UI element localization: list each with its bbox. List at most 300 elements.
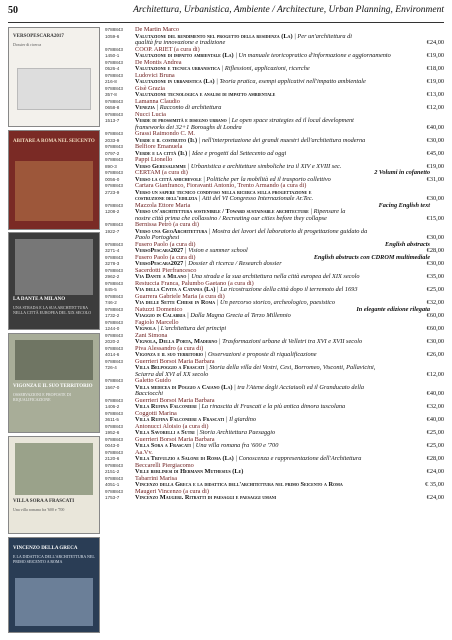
author: Guerrieri Borsoi Maria Barbara [135,357,215,365]
isbn-part: 9788843 [105,254,123,260]
book-subtitle: | Idee e progetti dal Settecento ad oggi [187,149,287,157]
book-subtitle: Paolo Portoghesi [135,234,180,241]
isbn-part: 9788843 [105,131,123,136]
edition-note: Facing English text [378,201,430,209]
book-title: Via della Civita a Catania (La) [135,286,216,293]
isbn-part: 9788843 [105,170,123,175]
book-title: Verde e la città (Il) [135,149,188,157]
catalog-entry [105,47,444,60]
isbn-part: 9788843 [105,111,123,117]
isbn-code [105,112,135,125]
isbn-code [105,86,135,99]
isbn-part: 1732-2 [105,313,120,318]
isbn-part: 1244-0 [105,326,120,331]
isbn-part: 3271-4 [105,248,120,253]
cover-subtitle: Dossier di ricerca [13,42,42,47]
isbn-code [105,157,135,170]
book-title: Villa Belpoggio a Frascati [135,364,205,371]
cover-title: LA DANTE A MILANO [13,297,66,302]
book-subtitle: | Conoscenza e rappresentazione dell'Architettura [233,455,362,462]
book-subtitle: | Trasformazioni urbane di Velletri tra XVI e XVII secolo [217,338,363,345]
isbn-part: 2962-2 [105,274,120,279]
isbn-code [105,73,135,86]
price: €60,00 [426,325,444,332]
running-title: Architettura, Urbanistica, Ambiente / Architecture, Urban Planning, Environment [133,5,444,15]
author: Aa.Vv. [135,448,153,456]
price: €25,00 [426,429,444,436]
author: CERTAM (a cura di) [135,169,188,176]
entry-body [135,222,444,242]
isbn-part: 9788843 [105,436,123,442]
entry-body [135,73,444,86]
edition-note: 2 Volumi in cofanetto [374,169,430,176]
author: Fagiolo Marcello [135,318,179,326]
author: Mazzola Ettore Maria [135,201,191,209]
catalog-entry [105,222,444,242]
isbn-part: 9788843 [105,462,123,468]
entry-body [135,437,444,450]
isbn-part: 9788843 [105,488,123,494]
author: Guarrera Gabriele Maria (a cura di) [135,292,225,300]
catalog-entry [105,99,444,112]
book-subtitle: | Dossier di ricerca / Research dossier [183,260,282,267]
author: Fusero Paolo (a cura di) [135,253,196,261]
entry-body [135,60,444,73]
book-title: Vigonza e il suo territorio [135,351,204,358]
book-title: Valutazione del rendimento nel progetto della residenza (La) [135,32,293,40]
cover-subtitle: OSSERVAZIONI E PROPOSTE DI RIQUALIFICAZIONE [13,392,71,402]
book-title: costruzione dell'edilizia [135,195,198,202]
book-title: Viaggio in Calabria [135,312,186,319]
book-cover[interactable] [8,232,100,330]
price: €30,00 [426,260,444,267]
author: Pappi Lionello [135,156,173,163]
isbn-part: 9788843 [105,378,123,383]
catalog-entry [105,437,444,450]
isbn-part: 3278-3 [105,261,120,266]
book-subtitle: | Racconto di architettura [154,104,222,111]
catalog-list [105,27,444,502]
catalog-entry [105,411,444,424]
cover-title: VILLA SORA A FRASCATI [13,499,75,504]
book-title: Vincenzo Maugeri. Ritratti di paesaggi e paesaggi umani [135,494,277,501]
edition-note: In elegante edizione rilegata [356,305,430,313]
page-header [8,5,444,19]
book-subtitle: | Dalla Magna Grecia al Terzo Millennio [185,312,291,319]
book-subtitle: | La rinascita di Frascati e la più antica dimora tuscolana [196,403,346,410]
edition-note: English abstracts [385,240,430,248]
isbn-part: 9788843 [105,59,123,65]
author: Maugeri Vincenzo (a cura di) [135,487,209,495]
author: Piva Alessandro (a cura di) [135,344,204,352]
book-subtitle: | Storia della villa dei Vestri, Cesi, Borromeo, Visconti, Pallavicini, [204,364,376,371]
entry-body [135,144,444,157]
entry-body [135,320,444,333]
book-title: Villa Sora a Frascati [135,442,191,449]
author: Belfiore Emanuela [135,143,183,150]
isbn-part: 0043-0 [105,443,120,448]
entry-body [135,398,444,411]
isbn-part: 9788843 [105,410,123,416]
entry-body [135,27,444,47]
isbn-part: 9788843 [105,157,123,162]
price: €40,00 [426,123,444,131]
entry-body [135,307,444,320]
isbn-part: 0797-2 [105,150,120,156]
book-cover[interactable] [8,436,100,534]
book-subtitle: | nell'interpretazione dei grandi maestri dell'architettura moderna [197,136,366,144]
book-subtitle: nostre città prima che collassino / Recreating our cities before they collapse [135,214,327,222]
price: €19,00 [426,52,444,59]
author: Galetto Guido [135,377,171,384]
author: Tabarrini Marisa [135,474,178,482]
book-title: Via Dante a Milano [135,273,187,280]
catalog-entry [105,398,444,411]
isbn-part: 9788843 [105,345,123,351]
isbn-part: 4051-1 [105,482,120,487]
isbn-part: 2120-6 [105,456,120,461]
isbn-part: 746-2 [105,300,117,305]
catalog-entry [105,476,444,489]
price: €28,00 [426,247,444,254]
catalog-entry [105,268,444,281]
book-title: Verso una GeoArchitettura [135,227,208,235]
entry-body [135,450,444,463]
author: Guerrieri Borsoi Maria Barbara [135,435,215,443]
entry-body [135,203,444,223]
isbn-code [105,476,135,489]
isbn-part: 1922-7 [105,228,120,234]
isbn-part: 4014-6 [105,352,120,357]
book-title: Verso Gerusalemme [135,162,187,170]
catalog-entry [105,307,444,320]
author: Fusero Paolo (a cura di) [135,240,196,248]
catalog-entry [105,183,444,203]
catalog-entry [105,463,444,476]
price: €25,00 [426,442,444,449]
book-subtitle: | Per un'architettura di [292,32,353,40]
book-title: Villa Savorelli a Sutri [135,429,195,436]
book-subtitle: | Storia Architettura Paesaggio [194,429,276,436]
catalog-entry [105,346,444,359]
isbn-part: 1450-1 [105,53,120,58]
isbn-code [105,170,135,183]
isbn-part: 1567-0 [105,384,120,390]
author: Ludovici Bruna [135,71,175,79]
author: De Martin Marco [135,26,180,33]
isbn-part: 3611-5 [105,417,119,422]
book-cover[interactable] [8,333,100,433]
entry-body [135,333,444,346]
isbn-part: 9788843 [105,475,123,481]
book-subtitle: | Atti del VI Congresso Internazionale Ar.Tec. [197,195,314,202]
price: €12,00 [426,370,444,378]
book-title: Valutazione di impatto ambientale (La) [135,52,234,59]
isbn-part: 0056-0 [105,176,120,182]
isbn-code [105,281,135,294]
price: €30,00 [426,234,444,241]
price: €13,00 [426,91,444,98]
price: €30,00 [426,195,444,202]
entry-body [135,411,444,424]
book-cover[interactable] [8,130,100,230]
isbn-code [105,99,135,112]
price: €19,00 [426,162,444,170]
isbn-code [105,333,135,346]
entry-body [135,183,444,203]
isbn-part: 216-8 [105,79,117,84]
catalog-entry [105,27,444,47]
price: €45,00 [426,149,444,157]
book-subtitle: | Teoria pratica, esempi applicativi nell'impatto ambientale [214,78,366,85]
isbn-part: 845-5 [105,287,117,292]
price: €19,00 [426,78,444,85]
isbn-part: 1208-2 [105,209,120,214]
author: Zani Simona [135,331,168,339]
book-subtitle: | Vision e summer school [183,247,248,254]
author: COOP. ARIET (a cura di) [135,45,200,53]
isbn-part: 9788843 [105,293,123,299]
isbn-part: 9788843 [105,72,123,78]
entry-body [135,463,444,476]
cover-title: VINCENZO DELLA GRECA [13,546,78,551]
catalog-entry [105,424,444,437]
price: €28,00 [426,455,444,462]
isbn-code [105,60,135,73]
book-title: Valutazione tecnologica e analisi di impatto ambientale [135,91,276,98]
book-subtitle: | Una villa romana fra '600 e '700 [190,442,279,449]
price: €30,00 [426,338,444,345]
catalog-entry [105,281,444,294]
isbn-code [105,307,135,320]
isbn-code [105,424,135,437]
catalog-entry [105,255,444,268]
entry-body [135,242,444,255]
entry-body [135,378,444,398]
book-cover[interactable] [8,27,100,127]
isbn-code [105,242,135,255]
isbn-part: 1952-6 [105,430,120,435]
book-title: Vignola [135,325,156,332]
isbn-code [105,268,135,281]
isbn-part: 9788843 [105,46,123,52]
author: Coggotti Marina [135,409,177,417]
isbn-part: 2151-2 [105,469,120,474]
book-title: Verde e il costruito (Il) [135,136,198,144]
isbn-part: 2033-9 [105,137,120,143]
book-subtitle: Sciarra dal XVI al XX secolo [135,370,209,378]
catalog-entry [105,86,444,99]
isbn-part: 9788843 [105,319,123,325]
price: € 35,00 [425,481,444,488]
entry-body [135,86,444,99]
author: Beccarelli Piergiacomo [135,461,194,469]
book-title: Vincenzo della Greca e la didattica dell'architettura nel primo Seicento a Roma [135,481,343,488]
isbn-part: 1059-6 [105,33,120,39]
author: Guerrieri Borsoi Maria Barbara [135,396,215,404]
isbn-code [105,398,135,411]
book-title: VersoPescara2027 [135,260,184,267]
book-title: Villa medicea di Poggio a Caiano (La) [135,383,233,391]
book-subtitle: frameworks dei 32+1 Boroughs di Londra [135,123,242,131]
author: Natuzzi Domenico [135,305,183,313]
entry-body [135,489,444,502]
book-title: Verso un'architettura sostenibile / Toward sustainable architecture [135,208,309,215]
book-subtitle: qualità fra innovazione e tradizione [135,39,226,46]
isbn-code [105,411,135,424]
isbn-part: 9788843 [105,280,123,286]
isbn-code [105,203,135,216]
isbn-code [105,131,135,144]
author: De Montis Andrea [135,58,182,66]
book-subtitle: | Politiche per la mobilità ed il trasporto collettivo [201,175,331,183]
isbn-part: 0526-4 [105,66,120,71]
header-rule [8,22,444,23]
price: €31,00 [426,175,444,183]
book-title: Valutazione e tecnica urbanistica [135,65,220,72]
book-subtitle: | Una strada e la sua architettura nella città europea del XIX secolo [186,273,360,280]
price: €26,00 [426,351,444,358]
edition-note: English abstracts con CDROM multimediale [313,253,430,261]
author: Cartara Gianfranco, Fioravanti Antonio, Trento Armando (a cura di) [135,182,307,189]
isbn-part: 1513-7 [105,118,120,123]
catalog-entry [105,112,444,132]
book-title: Via delle Sette Chiese in Roma [135,299,216,306]
isbn-code [105,450,135,463]
isbn-part: 9788843 [105,85,123,91]
book-subtitle: | Riflessioni, applicazioni, ricerche [220,65,310,72]
book-subtitle: | tra l'Atene degli Acciaiuoli ed il Granducato della [232,383,364,391]
price: €30,00 [426,136,444,144]
isbn-part: 0658-8 [105,105,120,110]
isbn-code [105,47,135,60]
price: €60,00 [426,312,444,319]
book-subtitle: | Un percorso storico, archeologico, paesistico [215,299,335,306]
isbn-part: 9788843 [105,332,123,338]
isbn-code [105,437,135,450]
cover-title: VERSOPESCARA2017 [13,34,64,39]
price: €40,00 [426,416,444,423]
isbn-part: 9788843 [105,397,123,403]
catalog-entry [105,73,444,86]
price: €32,00 [426,299,444,306]
isbn-part: 9788843 [105,202,123,208]
book-title: Villa Rufina Falconieri a Frascati [135,416,225,423]
isbn-part: 890-3 [105,163,117,169]
entry-body [135,255,444,268]
isbn-code [105,463,135,476]
isbn-part: 9788843 [105,183,123,188]
isbn-code [105,222,135,235]
catalog-entry [105,489,444,502]
author: Nucci Lucia [135,110,166,118]
price: €24,00 [426,39,444,46]
author: Gisè Grazia [135,84,165,92]
cover-subtitle: UNA STRADA E LA SUA ARCHITETTURA NELLA CITTÀ EUROPEA DEL XIX SECOLO [13,305,92,315]
isbn-code [105,320,135,333]
catalog-entry [105,333,444,346]
catalog-entry [105,359,444,379]
author: Restuccia Franca, Palumbo Gaetano (a cura di) [135,279,254,287]
catalog-entry [105,450,444,463]
entry-line [135,495,444,502]
isbn-part: 9788843 [105,144,123,149]
price: €15,00 [426,214,444,222]
price: €24,00 [426,468,444,475]
book-subtitle: | Il giardino [224,416,257,423]
isbn-code [105,346,135,359]
price: €12,00 [426,104,444,111]
book-cover[interactable] [8,537,100,633]
isbn-code [105,27,135,40]
book-title: Villa Trivulzio a Salone di Roma (La) [135,455,234,462]
cover-subtitle: Una villa romana fra '600 e '700 [13,507,65,512]
isbn-code [105,378,135,391]
book-subtitle: | Le open space strategies ed il local development [226,117,354,124]
price: €24,00 [426,494,444,501]
book-title: Valutazione in urbanistica (La) [135,78,215,85]
isbn-part: 9788843 [105,222,123,227]
isbn-part: 9788843 [105,423,123,429]
page-number: 50 [8,5,18,16]
isbn-code [105,144,135,157]
author: Sacerdotti Pierfrancesco [135,266,197,274]
entry-body [135,424,444,437]
price: €35,00 [426,273,444,280]
book-title: Villa Rufina Falconieri [135,403,197,410]
book-title: Verde di prossimità e disegno urbano [135,117,227,124]
price: €32,00 [426,403,444,410]
isbn-part: 2723-9 [105,189,120,195]
author: Bernissa Petrò (a cura di) [135,221,199,228]
catalog-entry [105,378,444,398]
entry-body [135,476,444,489]
isbn-part: 726-4 [105,365,117,370]
author: Lamanna Claudio [135,97,180,105]
book-subtitle: | L'architettura dei principi [155,325,227,332]
book-subtitle: | Un manuale teoricopratico d'informazione e aggiornamento [233,52,391,59]
isbn-code [105,359,135,372]
author: Antonucci Aloisio (a cura di) [135,422,209,430]
isbn-part: 2020-2 [105,339,120,344]
isbn-code [105,183,135,196]
entry-body [135,99,444,112]
isbn-code [105,489,135,502]
catalog-entry [105,203,444,223]
isbn-part: 357-8 [105,92,117,97]
book-title: Vignola, Della Porta, Maderno [135,338,218,345]
entry-body [135,281,444,294]
book-title: Ville berlinesi di Hermann Muthesius (Le) [135,468,244,475]
isbn-part: 9788843 [105,27,123,32]
cover-title: VIGONZA E IL SUO TERRITORIO [13,384,93,389]
catalog-entry [105,242,444,255]
catalog-entry [105,294,444,307]
isbn-part: 1406-2 [105,404,120,409]
book-title: Venezia [135,104,155,111]
book-subtitle: | Ripensare la [308,208,346,215]
cover-title: ABITARE A ROMA NEL SEICENTO [13,139,95,144]
entry-text [135,495,276,502]
isbn-code [105,255,135,268]
catalog-entry [105,60,444,73]
entry-body [135,47,444,60]
isbn-part: 9788843 [105,306,123,312]
entry-text [135,385,364,392]
entry-body [135,359,444,379]
book-subtitle: | Osservazioni e proposte di riqualificazione [203,351,317,358]
isbn-part: 9788843 [105,98,123,104]
